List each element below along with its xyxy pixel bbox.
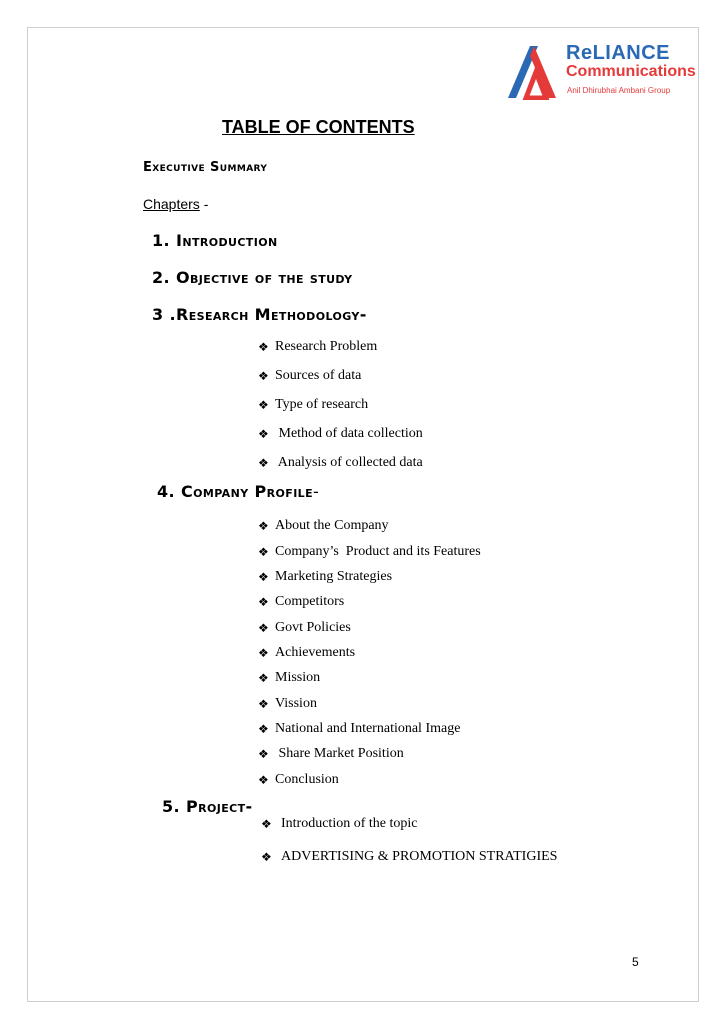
diamond-bullet-icon: ❖ [258,455,269,470]
page-number: 5 [632,955,639,969]
diamond-bullet-icon: ❖ [258,339,269,354]
section-heading-methodology: 3 .Research Methodology- [152,305,367,324]
section-heading-project: 5. Project- [162,797,253,816]
chapters-suffix: - [199,196,209,212]
executive-summary: Executive Summary [143,160,268,175]
diamond-bullet-icon: ❖ [258,645,269,660]
list-item: ❖ Share Market Position [258,746,404,761]
list-item: ❖ Mission [258,670,321,685]
reliance-mark-icon [506,42,562,100]
list-item: ❖ Analysis of collected data [258,455,423,470]
section-heading-objective: 2. Objective of the study [152,268,353,287]
list-item: ❖ National and International Image [258,721,461,736]
diamond-bullet-icon: ❖ [258,518,269,533]
logo-group: Anil Dhirubhai Ambani Group [567,86,671,95]
diamond-bullet-icon: ❖ [258,594,269,609]
diamond-bullet-icon: ❖ [258,772,269,787]
list-item: ❖ Achievements [258,645,356,660]
diamond-bullet-icon: ❖ [261,816,272,831]
list-item: ❖ Introduction of the topic [261,816,418,831]
diamond-bullet-icon: ❖ [261,849,272,864]
list-item: ❖ ADVERTISING & PROMOTION STRATIGIES [261,849,558,864]
list-item: ❖ About the Company [258,518,389,533]
diamond-bullet-icon: ❖ [258,397,269,412]
diamond-bullet-icon: ❖ [258,544,269,559]
toc-title: TABLE OF CONTENTS [222,117,415,137]
section-heading-company-profile: 4. Company Profile- [157,482,320,501]
list-item: ❖ Vission [258,696,317,711]
list-item: ❖ Sources of data [258,368,362,383]
reliance-logo [506,40,696,102]
diamond-bullet-icon: ❖ [258,620,269,635]
logo-subtitle: Communications [566,63,696,80]
diamond-bullet-icon: ❖ [258,569,269,584]
list-item: ❖ Competitors [258,594,345,609]
list-item: ❖ Conclusion [258,772,339,787]
list-item: ❖ Method of data collection [258,426,423,441]
list-item: ❖ Research Problem [258,339,378,354]
diamond-bullet-icon: ❖ [258,368,269,383]
list-item: ❖ Type of research [258,397,369,412]
chapters-word: Chapters [143,196,200,212]
section-heading-introduction: 1. Introduction [152,231,278,250]
diamond-bullet-icon: ❖ [258,746,269,761]
diamond-bullet-icon: ❖ [258,696,269,711]
logo-brand: ReLIANCE [566,42,671,64]
list-item: ❖ Company’s Product and its Features [258,544,481,559]
list-item: ❖ Marketing Strategies [258,569,393,584]
chapters-label [143,196,208,212]
diamond-bullet-icon: ❖ [258,721,269,736]
diamond-bullet-icon: ❖ [258,426,269,441]
diamond-bullet-icon: ❖ [258,670,269,685]
list-item: ❖ Govt Policies [258,620,351,635]
